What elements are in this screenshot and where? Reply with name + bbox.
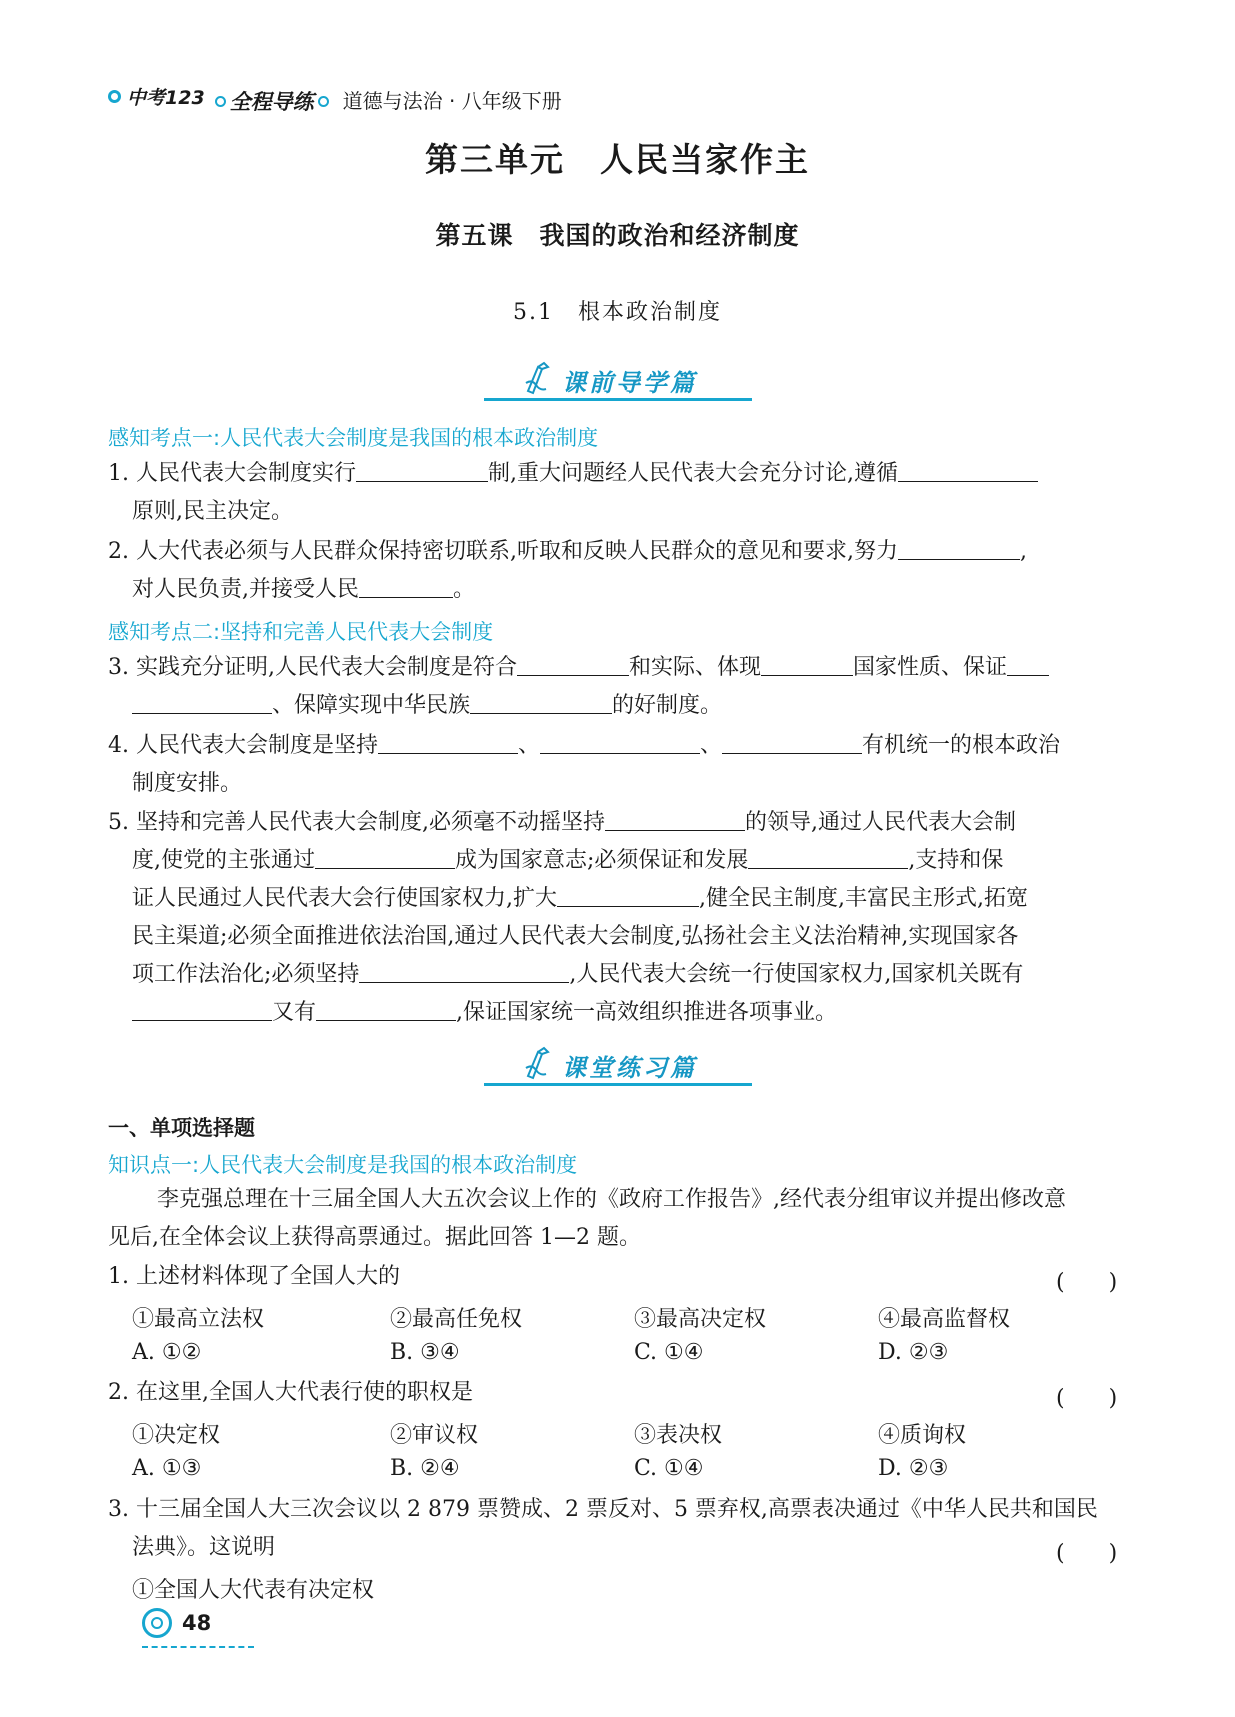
mc-3-stem-line-1: 3. 十三届全国人大三次会议以 2 879 票赞成、2 票反对、5 票弃权,高票表决通过《中华人民共和国民 [108, 1497, 1098, 1522]
knowledge-point-heading: 感知考点一:人民代表大会制度是我国的根本政治制度 [108, 426, 599, 450]
choice-c[interactable]: C. ①④ [634, 1340, 704, 1365]
answer-blank[interactable] [132, 998, 272, 1021]
question-5-line-4: 民主渠道;必须全面推进依法治国,通过人民代表大会制度,弘扬社会主义法治精神,实现国家各 [132, 924, 1019, 949]
banner-label: 课前导学篇 [562, 369, 697, 397]
statement-item: ②最高任免权 [390, 1307, 523, 1332]
answer-blank[interactable] [761, 653, 853, 676]
question-4-line-2: 制度安排。 [132, 771, 243, 796]
page-number [142, 1608, 211, 1638]
knowledge-point-heading: 感知考点二:坚持和完善人民代表大会制度 [108, 620, 494, 644]
brand-series: 全程导练 [211, 86, 329, 116]
choice-d[interactable]: D. ②③ [878, 1456, 949, 1481]
choice-b[interactable]: B. ②④ [390, 1456, 460, 1481]
choice-d[interactable]: D. ②③ [878, 1340, 949, 1365]
ring-icon [318, 96, 329, 107]
material-line-1: 李克强总理在十三届全国人大五次会议上作的《政府工作报告》,经代表分组审议并提出修改意 [157, 1187, 1066, 1212]
choice-c[interactable]: C. ①④ [634, 1456, 704, 1481]
question-5-line-6: 又有 ,保证国家统一高效组织推进各项事业。 [132, 998, 837, 1028]
answer-blank[interactable] [359, 960, 569, 983]
question-5-line-2: 度,使党的主张通过 成为国家意志;必须保证和发展 ,支持和保 [132, 848, 1004, 873]
answer-blank[interactable] [132, 691, 272, 714]
choice-a[interactable]: A. ①② [132, 1340, 202, 1365]
answer-blank[interactable] [898, 459, 1038, 482]
answer-blank[interactable] [315, 846, 455, 869]
page-number-text: 48 [182, 1611, 212, 1635]
answer-parentheses[interactable]: ( ) [1056, 1386, 1118, 1411]
answer-blank[interactable] [1007, 653, 1049, 676]
running-header [108, 78, 562, 114]
question-4-line-1: 4. 人民代表大会制度是坚持 、 、 有机统一的根本政治 [108, 733, 1061, 758]
statement-item: ①最高立法权 [132, 1307, 265, 1332]
banner-underline [484, 1083, 752, 1086]
answer-blank[interactable] [470, 691, 612, 714]
banner-label: 课堂练习篇 [562, 1054, 697, 1082]
question-2-line-2: 对人民负责,并接受人民 。 [132, 577, 476, 602]
answer-blank[interactable] [898, 537, 1020, 560]
answer-parentheses[interactable]: ( ) [1056, 1541, 1118, 1566]
answer-blank[interactable] [517, 653, 629, 676]
statement-item: ②审议权 [390, 1423, 479, 1448]
subject-label: 道德与法治 · 八年级下册 [342, 88, 562, 113]
statement-item: ①决定权 [132, 1423, 221, 1448]
target-circle-icon [142, 1608, 172, 1638]
answer-parentheses[interactable]: ( ) [1056, 1270, 1118, 1295]
answer-blank[interactable] [748, 846, 908, 869]
ring-icon [108, 90, 121, 103]
choice-a[interactable]: A. ①③ [132, 1456, 202, 1481]
mc-3-stem-line-2: 法典》。这说明 [132, 1535, 276, 1560]
answer-blank[interactable] [605, 808, 745, 831]
answer-blank[interactable] [557, 884, 699, 907]
statement-item: ③最高决定权 [634, 1307, 767, 1332]
part-heading: 一、单项选择题 [108, 1116, 255, 1140]
question-2-line-1: 2. 人大代表必须与人民群众保持密切联系,听取和反映人民群众的意见和要求,努力 , [108, 539, 1027, 564]
section-banner-practice [484, 1046, 752, 1086]
knowledge-point-heading: 知识点一:人民代表大会制度是我国的根本政治制度 [108, 1153, 578, 1177]
lesson-title: 第五课 我国的政治和经济制度 [435, 221, 800, 250]
pen-hand-icon [524, 361, 554, 397]
answer-blank[interactable] [540, 731, 700, 754]
question-5-line-5: 项工作法治化;必须坚持 ,人民代表大会统一行使国家权力,国家机关既有 [132, 962, 1024, 987]
question-5-line-1: 5. 坚持和完善人民代表大会制度,必须毫不动摇坚持 的领导,通过人民代表大会制 [108, 810, 1016, 835]
question-5-line-3: 证人民通过人民代表大会行使国家权力,扩大 ,健全民主制度,丰富民主形式,拓宽 [132, 886, 1028, 911]
question-1-line-2: 原则,民主决定。 [132, 499, 293, 524]
answer-blank[interactable] [359, 575, 453, 598]
banner-underline [484, 398, 752, 401]
unit-title: 第三单元 人民当家作主 [425, 140, 810, 179]
question-3-line-2: 、保障实现中华民族 的好制度。 [132, 691, 722, 721]
choice-b[interactable]: B. ③④ [390, 1340, 460, 1365]
statement-item: ③表决权 [634, 1423, 723, 1448]
material-line-2: 见后,在全体会议上获得高票通过。据此回答 1—2 题。 [108, 1225, 641, 1250]
statement-item: ④最高监督权 [878, 1307, 1011, 1332]
statement-item: ④质询权 [878, 1423, 967, 1448]
question-1-line-1: 1. 人民代表大会制度实行 制,重大问题经人民代表大会充分讨论,遵循 [108, 459, 1038, 489]
brand-logo: 中考123 [108, 83, 205, 110]
ring-icon [215, 96, 226, 107]
question-3-line-1: 3. 实践充分证明,人民代表大会制度是符合 和实际、体现 国家性质、保证 [108, 653, 1049, 683]
answer-blank[interactable] [316, 998, 456, 1021]
mc-1-stem: 1. 上述材料体现了全国人大的 [108, 1264, 400, 1289]
pen-hand-icon [524, 1046, 554, 1082]
page-number-underline [142, 1646, 254, 1648]
mc-2-stem: 2. 在这里,全国人大代表行使的职权是 [108, 1380, 473, 1405]
answer-blank[interactable] [722, 731, 862, 754]
statement-item: ①全国人大代表有决定权 [132, 1578, 375, 1603]
answer-blank[interactable] [356, 459, 488, 482]
section-title: 5.1 根本政治制度 [513, 300, 722, 325]
answer-blank[interactable] [378, 731, 518, 754]
section-banner-preview [484, 361, 752, 401]
